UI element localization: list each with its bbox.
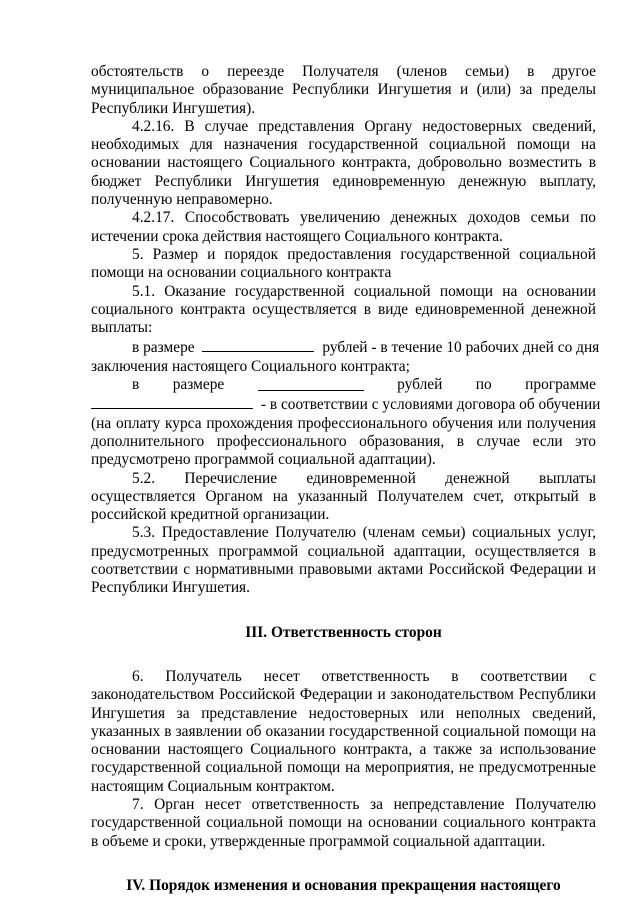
amount-line-3 <box>91 394 601 414</box>
paragraph-6: 6. Получатель несет ответственность в соответствии с законодательством Российской Федерации и законодательством Республики Ингушетия за представление недостоверных или неполных сведений, указанных в заявлении об оказании государственной социальной помощи на основании настоящего Социального контракта, а также за использование государственной социальной помощи на мероприятия, не предусмотренные настоящим Социальным контрактом. <box>91 667 596 795</box>
spacer <box>91 642 596 668</box>
amount-line-1 <box>91 337 600 357</box>
amount-line-2-word-2: размере <box>172 376 225 394</box>
paragraph-5-3: 5.3. Предоставление Получателю (членам семьи) социальных услуг, предусмотренных программой социальной адаптации, осуществляется в соответствии с нормативными правовыми актами Российской Федерации и Республики Ингушетия. <box>91 524 596 597</box>
amount-blank-1[interactable] <box>202 337 314 352</box>
amount-line-1-prefix: в размере <box>132 339 195 357</box>
paragraph-continued-line-3: Республики Ингушетия). <box>91 99 256 117</box>
amount-line-1-continued: заключения настоящего Социального контракта; <box>91 357 410 375</box>
paragraph-5-1: 5.1. Оказание государственной социальной помощи на основании социального контракта осуществляется в виде единовременной денежной выплаты: <box>91 282 596 337</box>
section-heading-4: IV. Порядок изменения и основания прекращения настоящего <box>126 876 561 894</box>
amount-line-2-word-3: рублей <box>397 376 443 394</box>
amount-line-2-word-5: программе <box>525 376 596 394</box>
amount-line-2-word-1: в <box>132 376 140 394</box>
paragraph-7: 7. Орган несет ответственность за непредставление Получателю государственной социальной помощи на основании социального контракта в объеме и сроки, утвержденные программой социальной адаптации. <box>91 795 596 850</box>
paragraph-5: 5. Размер и порядок предоставления государственной социальной помощи на основании социального контракта <box>91 245 596 282</box>
paragraph-5-2: 5.2. Перечисление единовременной денежной выплаты осуществляется Органом на указанный Получателем счет, открытый в российской кредитной организации. <box>91 469 596 524</box>
spacer <box>91 851 596 877</box>
amount-line-2-word-4: по <box>475 376 492 394</box>
paragraph-4-2-17: 4.2.17. Способствовать увеличению денежных доходов семьи по истечении срока действия настоящего Социального контракта. <box>91 209 596 245</box>
program-blank[interactable] <box>91 394 253 409</box>
spacer <box>91 598 596 624</box>
section-heading-3: III. Ответственность сторон <box>245 623 442 641</box>
page-body <box>91 63 601 895</box>
paragraph-continued-line-2: муниципальное образование Республики Ингушетия и (или) за пределы <box>91 81 596 99</box>
amount-line-3-suffix: - в соответствии с условиями договора об обучении <box>260 396 601 414</box>
amount-blank-2[interactable] <box>258 376 364 391</box>
amount-line-2-continued: (на оплату курса прохождения профессионального обучения или получения дополнительного профессионального образования, в случае если это предусмотрено программой социальной адаптации). <box>91 414 596 469</box>
paragraph-4-2-16: 4.2.16. В случае представления Органу недостоверных сведений, необходимых для назначения государственной социальной помощи на основании настоящего Социального контракта, добровольно возместить в бюджет Республики Ингушетия единовременную денежную выплату, полученную неправомерно. <box>91 117 596 209</box>
amount-line-2 <box>91 376 596 394</box>
paragraph-continued-line-1: обстоятельств о переезде Получателя (членов семьи) в другое <box>91 63 596 80</box>
amount-line-1-suffix: рублей - в течение 10 рабочих дней со дня <box>322 339 600 357</box>
